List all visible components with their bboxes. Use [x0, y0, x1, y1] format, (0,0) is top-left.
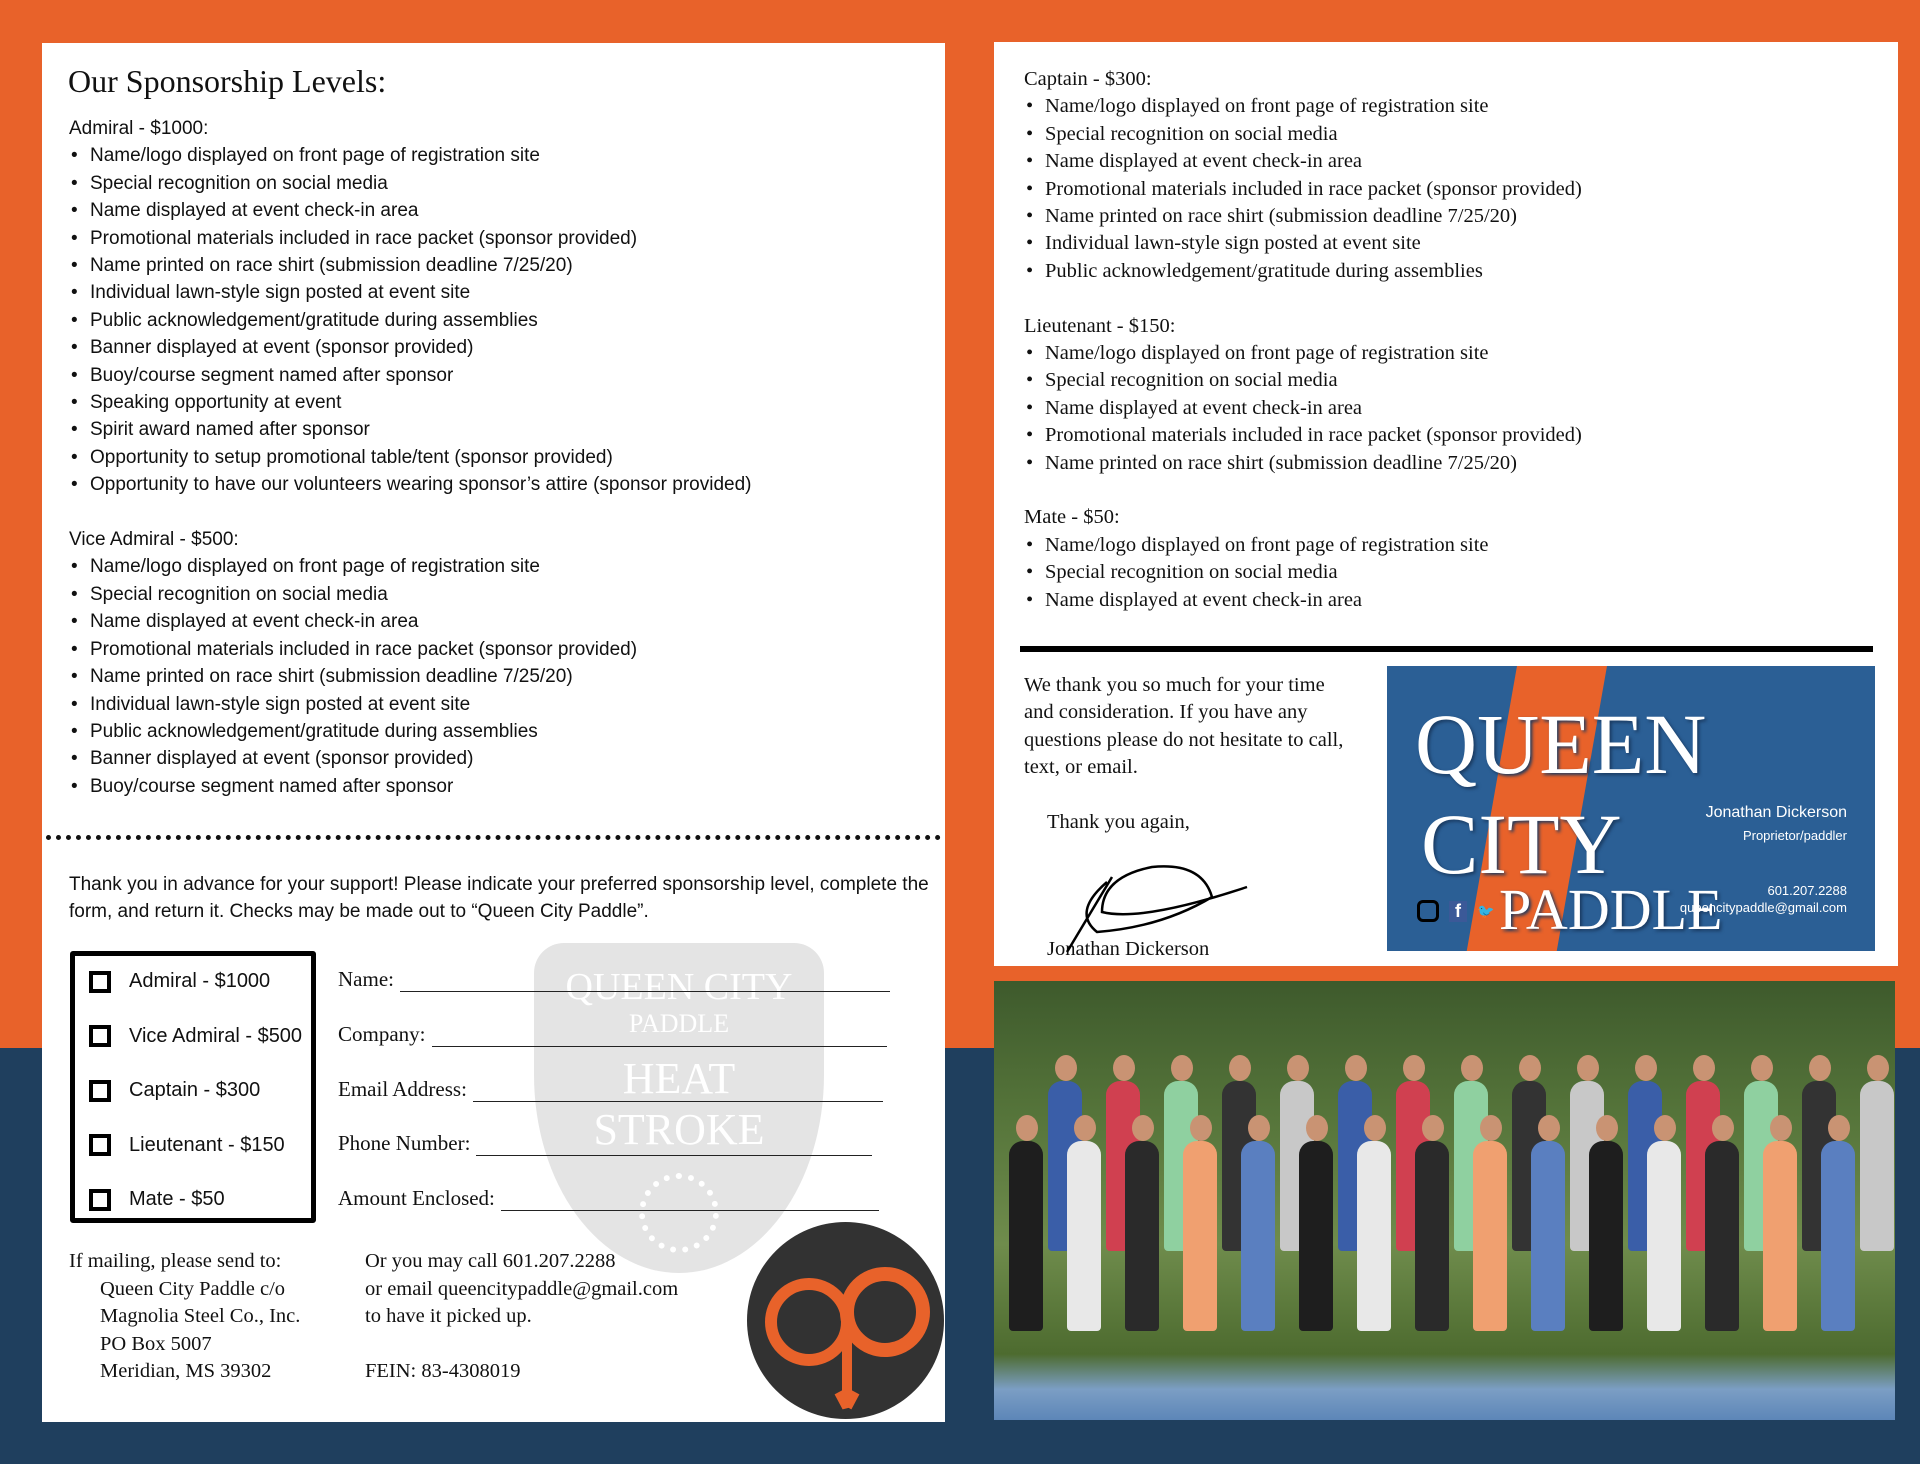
person-head	[1055, 1055, 1077, 1081]
person-head	[1577, 1055, 1599, 1081]
card-contact	[1680, 804, 1847, 915]
watermark-line: PADDLE	[628, 1009, 730, 1038]
benefit-item: • Public acknowledgement/gratitude during assemblies	[69, 307, 751, 334]
form-field	[338, 1022, 887, 1047]
benefit-item: • Name printed on race shirt (submission deadline 7/25/20)	[1024, 203, 1582, 230]
contact-line: Or you may call 601.207.2288	[365, 1250, 616, 1272]
card-logo-city: CITY	[1421, 796, 1622, 892]
benefit-item: • Name displayed at event check-in area	[1024, 148, 1582, 175]
person-head	[1828, 1115, 1850, 1141]
person-head	[1751, 1055, 1773, 1081]
card-email: queencitypaddle@gmail.com	[1679, 900, 1847, 915]
benefit-item: • Banner displayed at event (sponsor provided)	[69, 745, 751, 772]
checkbox[interactable]	[89, 971, 111, 993]
person-head	[1867, 1055, 1889, 1081]
person-head	[1538, 1115, 1560, 1141]
person-head	[1654, 1115, 1676, 1141]
benefit-item: • Spirit award named after sponsor	[69, 416, 751, 443]
checkbox[interactable]	[89, 1134, 111, 1156]
benefit-item: • Name printed on race shirt (submission deadline 7/25/20)	[1024, 450, 1582, 477]
signer-name: Jonathan Dickerson	[1047, 938, 1210, 961]
checkbox-option[interactable]	[89, 1079, 260, 1102]
checkbox-label: Lieutenant - $150	[129, 1133, 285, 1156]
benefit-item: • Individual lawn-style sign posted at event site	[69, 691, 751, 718]
person	[1647, 1141, 1681, 1331]
person-head	[1519, 1055, 1541, 1081]
watermark-line: HEAT STROKE	[593, 1054, 765, 1154]
level-title: Mate - $50:	[1024, 506, 1120, 529]
person	[1860, 1081, 1894, 1251]
thanks-text: We thank you so much for your time and consideration. If you have any questions please do not hesitate to call, text, or email.	[1024, 674, 1344, 779]
checkbox-option[interactable]	[89, 1025, 302, 1048]
person	[1415, 1141, 1449, 1331]
person	[1763, 1141, 1797, 1331]
form-field	[338, 1186, 879, 1211]
benefit-item: • Name displayed at event check-in area	[1024, 587, 1582, 614]
checkbox-option[interactable]	[89, 970, 270, 993]
twitter-icon[interactable]: 🐦	[1477, 902, 1495, 919]
benefit-list	[1024, 93, 1582, 285]
benefit-item: • Name printed on race shirt (submission deadline 7/25/20)	[69, 252, 751, 279]
field-input-line[interactable]	[476, 1136, 872, 1156]
field-label: Company:	[338, 1021, 426, 1046]
person	[1357, 1141, 1391, 1331]
benefit-item: • Name/logo displayed on front page of registration site	[69, 553, 751, 580]
page-title: Our Sponsorship Levels:	[68, 63, 387, 99]
black-divider	[1020, 646, 1873, 652]
spacer	[69, 499, 751, 526]
person-head	[1422, 1115, 1444, 1141]
form-field	[338, 1131, 872, 1156]
benefit-list	[1024, 532, 1582, 614]
benefit-item: • Special recognition on social media	[1024, 367, 1582, 394]
card-logo-paddle: PADDLE	[1499, 877, 1723, 942]
person-head	[1770, 1115, 1792, 1141]
person-head	[1461, 1055, 1483, 1081]
mailing-address	[69, 1248, 300, 1386]
person	[1299, 1141, 1333, 1331]
person	[1067, 1141, 1101, 1331]
field-label: Email Address:	[338, 1076, 467, 1101]
field-label: Name:	[338, 967, 394, 991]
form-field	[338, 1077, 883, 1102]
contact-line: to have it picked up.	[365, 1305, 532, 1327]
benefit-list	[69, 553, 751, 800]
benefit-item: • Promotional materials included in race packet (sponsor provided)	[69, 636, 751, 663]
benefit-item: • Promotional materials included in race packet (sponsor provided)	[1024, 422, 1582, 449]
person-head	[1635, 1055, 1657, 1081]
person-head	[1248, 1115, 1270, 1141]
checkbox-label: Mate - $50	[129, 1188, 225, 1210]
mailing-line: Meridian, MS 39302	[100, 1360, 272, 1382]
benefit-item: • Public acknowledgement/gratitude during assemblies	[1024, 258, 1582, 285]
queen-city-paddle-logo	[747, 1222, 944, 1419]
sponsorship-checkbox-group	[70, 951, 316, 1223]
mailing-line: PO Box 5007	[100, 1332, 212, 1355]
benefit-item: • Name displayed at event check-in area	[1024, 395, 1582, 422]
intro-text: Thank you in advance for your support! Please indicate your preferred sponsorship level, complete the form, and return it. Checks may be made out to “Queen City Paddle”.	[69, 874, 929, 923]
benefit-list	[1024, 340, 1582, 477]
checkbox[interactable]	[89, 1189, 111, 1211]
checkbox-option[interactable]	[89, 1134, 285, 1157]
benefit-item: • Buoy/course segment named after sponsor	[69, 362, 751, 389]
checkbox-label: Admiral - $1000	[129, 970, 271, 992]
spacer	[1024, 477, 1582, 504]
level-title: Admiral - $1000:	[69, 118, 209, 139]
person-head	[1364, 1115, 1386, 1141]
contact-line: or email queencitypaddle@gmail.com	[365, 1277, 679, 1300]
field-input-line[interactable]	[400, 972, 890, 992]
person	[1241, 1141, 1275, 1331]
card-role: Proprietor/paddler	[1742, 828, 1847, 843]
person	[1473, 1141, 1507, 1331]
person	[1531, 1141, 1565, 1331]
person-head	[1693, 1055, 1715, 1081]
benefit-item: • Public acknowledgement/gratitude during assemblies	[69, 718, 751, 745]
person-head	[1345, 1055, 1367, 1081]
person-head	[1287, 1055, 1309, 1081]
benefit-item: • Name displayed at event check-in area	[69, 197, 751, 224]
instagram-icon[interactable]	[1417, 900, 1439, 922]
benefit-item: • Name/logo displayed on front page of registration site	[1024, 340, 1582, 367]
checkbox[interactable]	[89, 1080, 111, 1102]
person-head	[1809, 1055, 1831, 1081]
card-name: Jonathan Dickerson	[1705, 804, 1847, 821]
person-head	[1171, 1055, 1193, 1081]
benefit-item: • Name/logo displayed on front page of registration site	[69, 142, 751, 169]
field-label: Amount Enclosed:	[338, 1186, 495, 1211]
checkbox-option[interactable]	[89, 1188, 225, 1211]
benefit-item: • Opportunity to setup promotional table/tent (sponsor provided)	[69, 444, 751, 471]
sun-icon	[639, 1173, 719, 1253]
benefit-item: • Name/logo displayed on front page of registration site	[1024, 532, 1582, 559]
person-head	[1132, 1115, 1154, 1141]
field-input-line[interactable]	[473, 1082, 883, 1102]
benefit-item: • Special recognition on social media	[1024, 559, 1582, 586]
right-levels	[1024, 66, 1582, 614]
person-head	[1016, 1115, 1038, 1141]
field-label: Phone Number:	[338, 1131, 471, 1156]
benefit-item: • Buoy/course segment named after sponsor	[69, 773, 751, 800]
card-logo-queen: QUEEN	[1415, 696, 1707, 792]
mailing-line: Magnolia Steel Co., Inc.	[100, 1305, 301, 1327]
person-head	[1306, 1115, 1328, 1141]
benefit-item: • Promotional materials included in race packet (sponsor provided)	[1024, 176, 1582, 203]
field-input-line[interactable]	[432, 1027, 887, 1047]
signature	[1052, 852, 1252, 952]
benefit-item: • Individual lawn-style sign posted at event site	[69, 279, 751, 306]
person	[1009, 1141, 1043, 1331]
person-head	[1074, 1115, 1096, 1141]
benefit-item: • Special recognition on social media	[69, 170, 751, 197]
benefit-item: • Promotional materials included in race packet (sponsor provided)	[69, 225, 751, 252]
level-title: Captain - $300:	[1024, 68, 1152, 90]
checkbox[interactable]	[89, 1025, 111, 1047]
benefit-item: • Individual lawn-style sign posted at event site	[1024, 230, 1582, 257]
mailing-heading: If mailing, please send to:	[69, 1250, 282, 1272]
person	[1589, 1141, 1623, 1331]
checkbox-label: Vice Admiral - $500	[129, 1024, 303, 1047]
level-title: Vice Admiral - $500:	[69, 529, 239, 551]
benefit-item: • Name/logo displayed on front page of registration site	[1024, 93, 1582, 120]
spacer	[1024, 285, 1582, 312]
level-title: Lieutenant - $150:	[1024, 314, 1176, 337]
person-head	[1229, 1055, 1251, 1081]
business-card	[1387, 666, 1875, 951]
benefit-item: • Banner displayed at event (sponsor provided)	[69, 334, 751, 361]
card-phone: 601.207.2288	[1767, 883, 1847, 898]
benefit-list	[69, 142, 751, 498]
benefit-item: • Name displayed at event check-in area	[69, 608, 751, 635]
person-head	[1712, 1115, 1734, 1141]
person-head	[1190, 1115, 1212, 1141]
person-head	[1480, 1115, 1502, 1141]
benefit-item: • Opportunity to have our volunteers wearing sponsor’s attire (sponsor provided)	[69, 471, 751, 498]
facebook-icon[interactable]: f	[1449, 901, 1467, 922]
watermark-line: QUEEN CITY	[565, 966, 793, 1008]
thanks-block	[1024, 672, 1354, 963]
left-levels	[69, 115, 751, 800]
benefit-item: • Speaking opportunity at event	[69, 389, 751, 416]
person	[1125, 1141, 1159, 1331]
person-head	[1403, 1055, 1425, 1081]
person-head	[1596, 1115, 1618, 1141]
person	[1821, 1141, 1855, 1331]
contact-info	[365, 1248, 678, 1385]
left-page	[42, 43, 945, 1422]
dotted-divider	[46, 835, 941, 840]
field-input-line[interactable]	[501, 1191, 879, 1211]
checkbox-label: Captain - $300	[129, 1079, 261, 1101]
person	[1705, 1141, 1739, 1331]
benefit-item: • Special recognition on social media	[69, 581, 751, 608]
fein: FEIN: 83-4308019	[365, 1359, 521, 1382]
form-field	[338, 967, 890, 992]
person	[1183, 1141, 1217, 1331]
group-photo	[994, 981, 1895, 1420]
closing-text: Thank you again,	[1047, 810, 1190, 833]
right-page	[994, 42, 1898, 966]
social-icons	[1417, 900, 1494, 922]
benefit-item: • Name printed on race shirt (submission deadline 7/25/20)	[69, 663, 751, 690]
benefit-item: • Special recognition on social media	[1024, 121, 1582, 148]
person-head	[1113, 1055, 1135, 1081]
mailing-line: Queen City Paddle c/o	[100, 1277, 286, 1300]
